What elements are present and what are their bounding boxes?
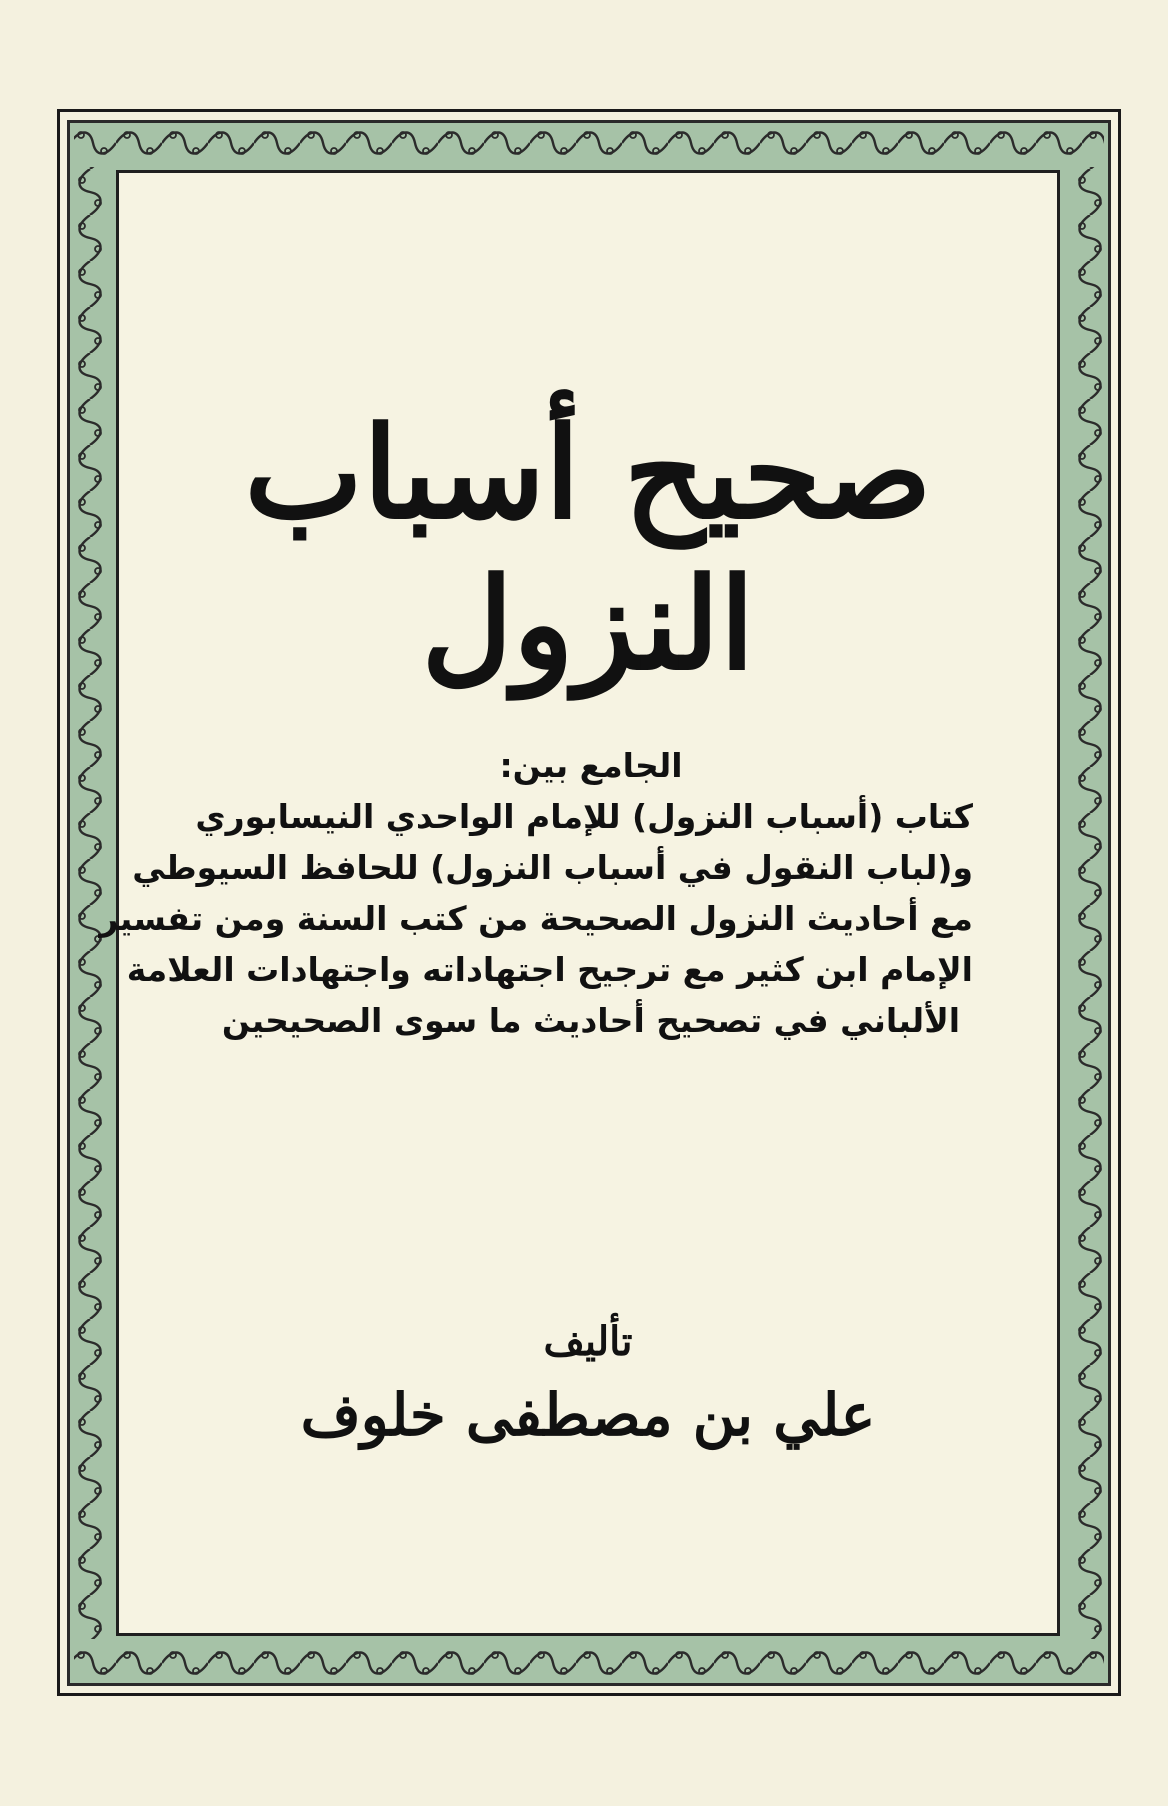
author-name: علي بن مصطفى خلوف (300, 1381, 876, 1449)
subtitle-line: و(لباب النقول في أسباب النزول) للحافظ السيوطي (132, 848, 973, 887)
subtitle-line: كتاب (أسباب النزول) للإمام الواحدي النيسابوري (195, 797, 973, 836)
subtitle-line: الإمام ابن كثير مع ترجيح اجتهاداته واجتهادات العلامة (126, 950, 973, 989)
subtitle-intro: الجامع بين: (499, 746, 683, 785)
subtitle-line: مع أحاديث النزول الصحيحة من كتب السنة ومن تفسير (99, 899, 973, 938)
subtitle-line: الألباني في تصحيح أحاديث ما سوى الصحيحين (221, 1001, 961, 1040)
subtitle-block (99, 740, 973, 1046)
book-title: صحيح أسباب النزول (244, 399, 932, 699)
author-label: تأليف (543, 1318, 633, 1365)
inner-panel (99, 170, 1060, 1636)
